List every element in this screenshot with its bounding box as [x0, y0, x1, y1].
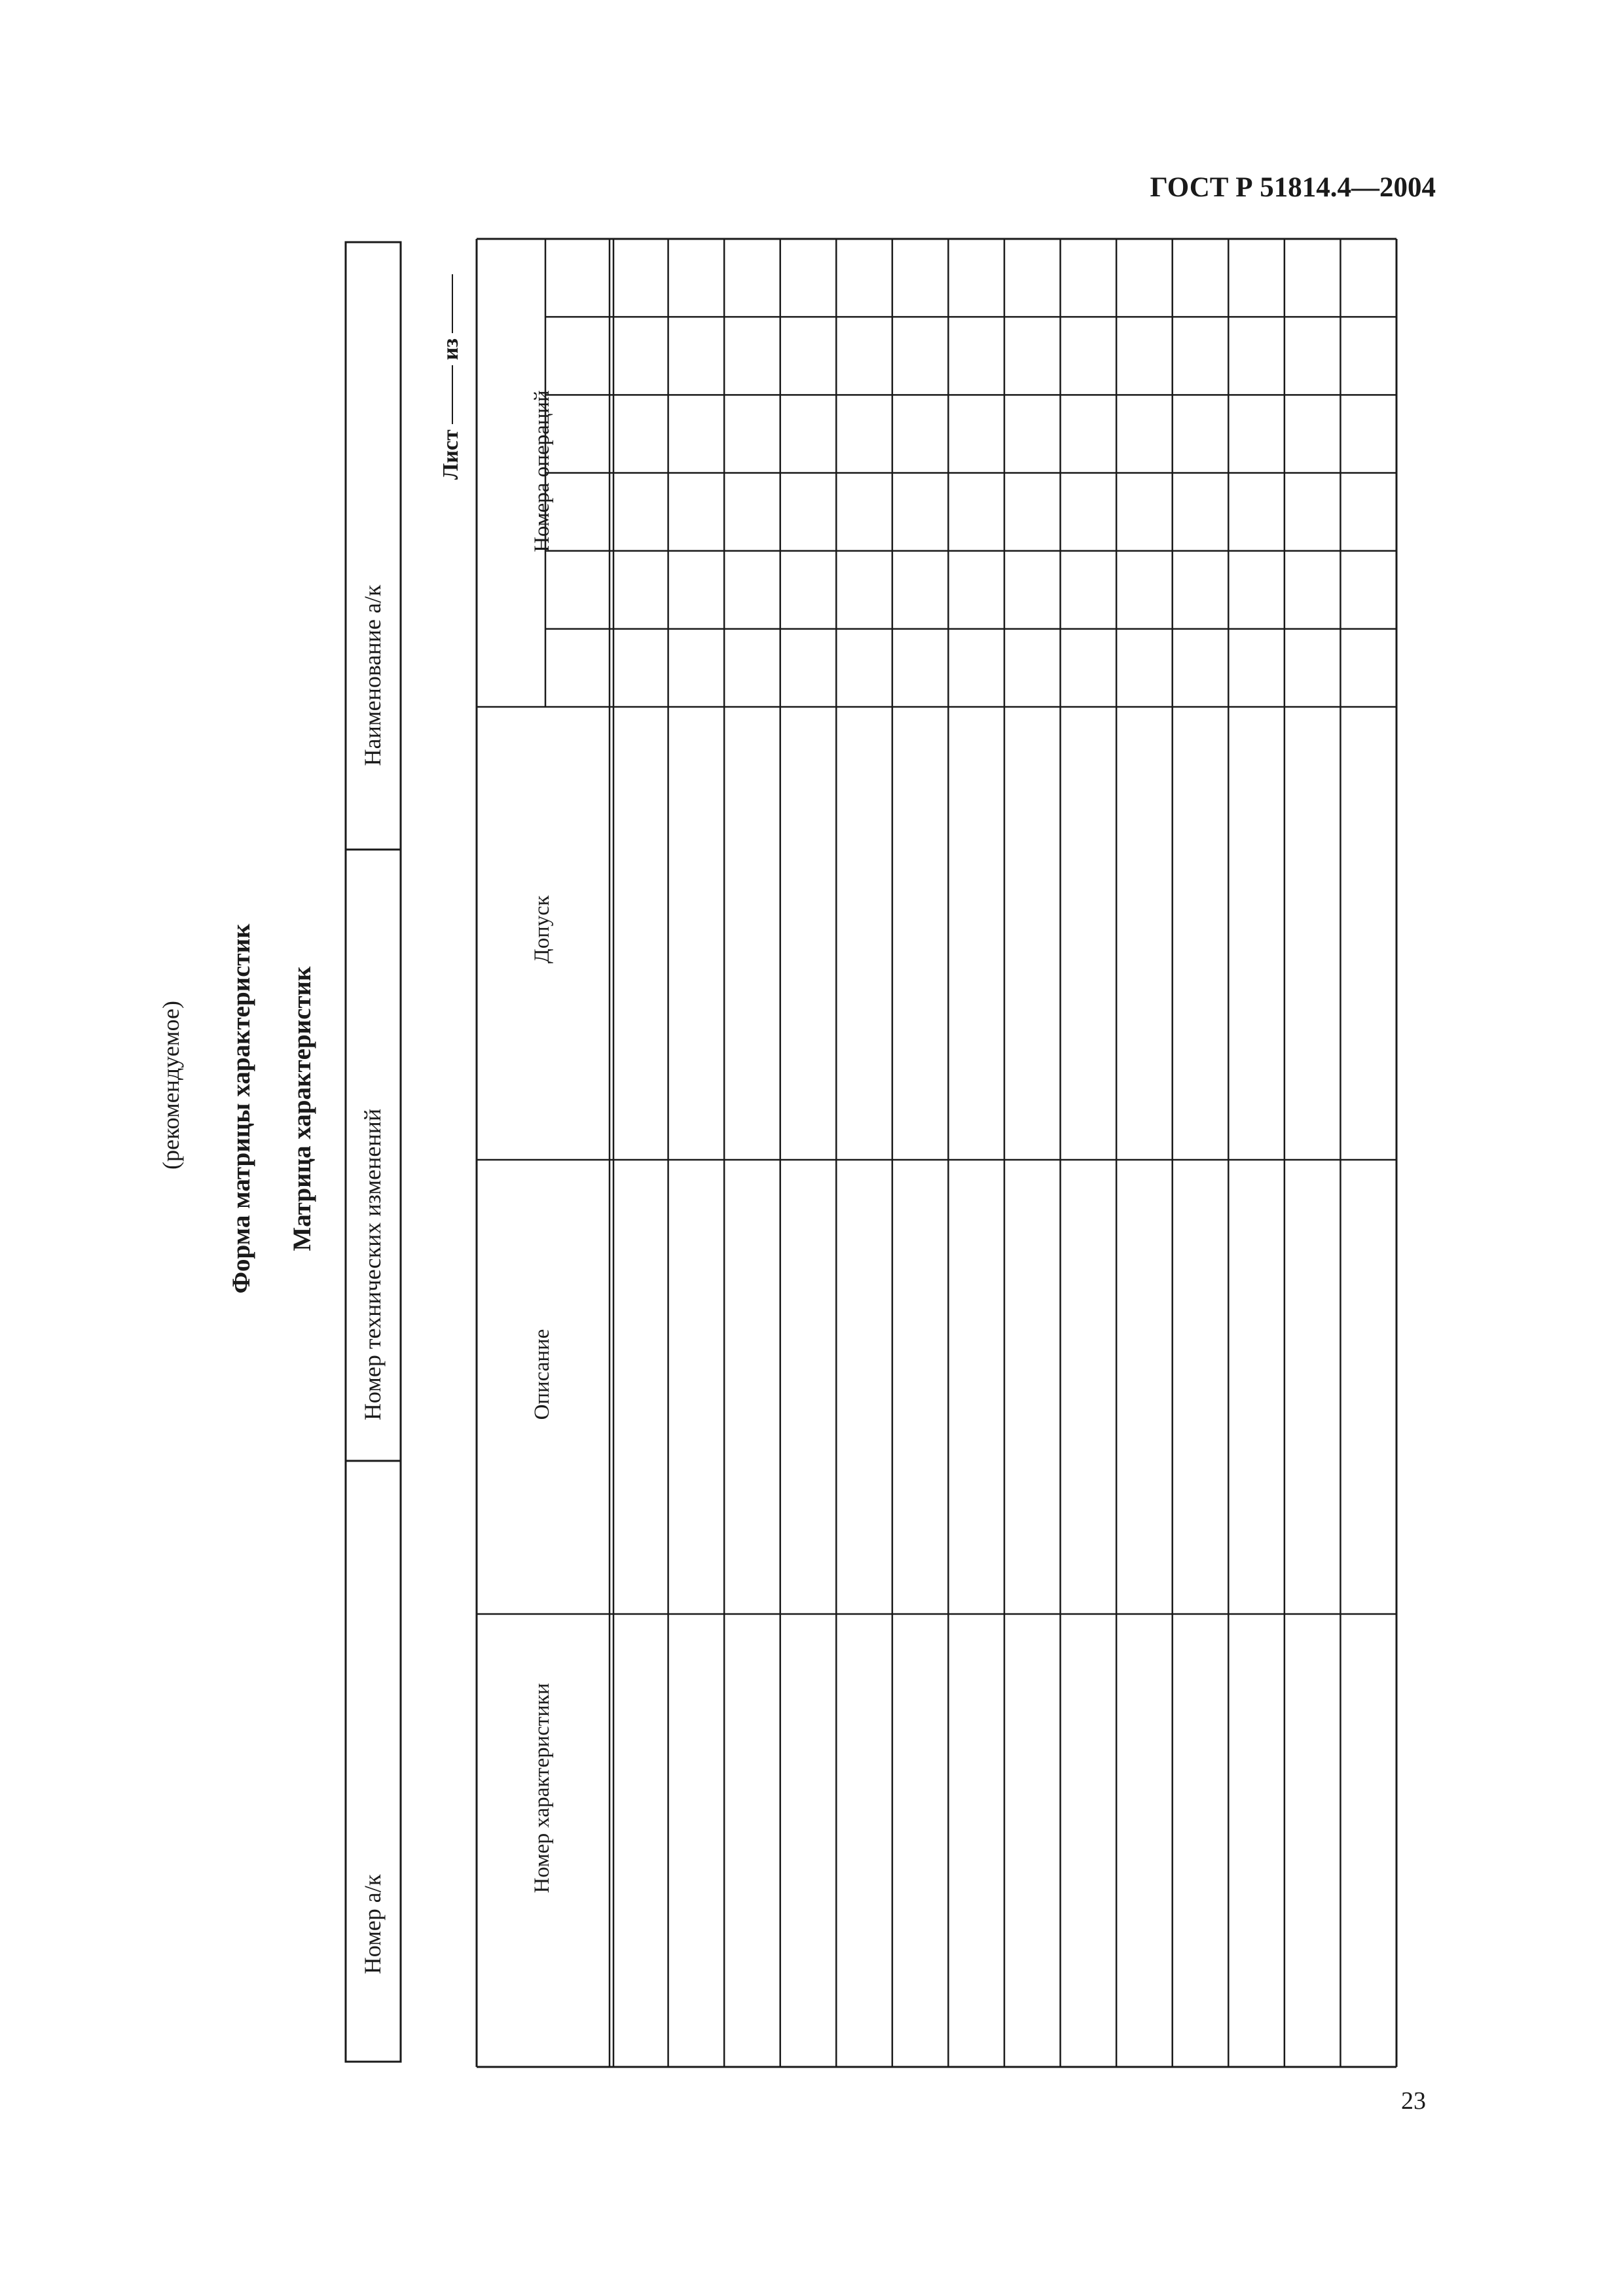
meta-field-change-number: Номер технических изменений — [359, 1108, 386, 1421]
meta-field-number-ak: Номер а/к — [359, 1874, 386, 1975]
matrix-title: Матрица характеристик — [288, 966, 316, 1251]
column-header-characteristic-number: Номер характеристики — [530, 1683, 554, 1893]
column-header-tolerance: Допуск — [530, 895, 554, 963]
column-header-description: Описание — [530, 1329, 554, 1420]
appendix-status: (рекомендуемое) — [158, 1001, 184, 1170]
column-header-operation-numbers: Номера операций — [530, 390, 554, 552]
document-code: ГОСТ Р 51814.4—2004 — [1150, 172, 1436, 203]
sheet-label: Лист — [439, 429, 463, 480]
sheet-of-label: из — [439, 338, 463, 361]
meta-field-name-ak: Наименование а/к — [359, 584, 386, 766]
page-number: 23 — [1401, 2087, 1426, 2115]
form-title: Форма матрицы характеристик — [227, 924, 255, 1294]
